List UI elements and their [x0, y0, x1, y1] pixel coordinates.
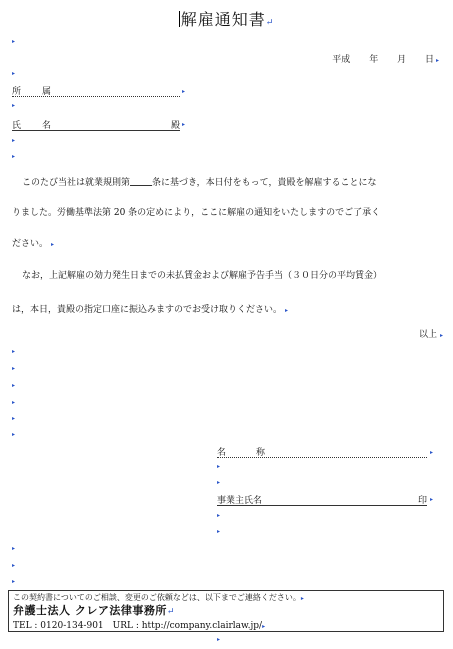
date-line[interactable]: [332, 52, 439, 65]
body-text: りました。労働基準法第 20 条の定めにより，ここに解雇の通知をいたしますのでご了承く: [12, 208, 381, 218]
title-text[interactable]: 解雇通知書: [180, 10, 266, 29]
date-month: 月: [397, 55, 407, 65]
footer-firm-name: [13, 602, 175, 618]
article-number-blank[interactable]: [130, 176, 152, 186]
closing-label: 以上: [418, 330, 437, 340]
body-paragraph-2-line-1[interactable]: [22, 272, 382, 281]
paragraph-mark-icon: ↵: [265, 18, 275, 28]
paragraph-mark-icon: ▸: [12, 102, 16, 109]
employer-name-label: 事業主氏名: [217, 496, 263, 506]
recipient-name-field[interactable]: [12, 118, 180, 131]
paragraph-mark-icon: ▸: [217, 528, 221, 535]
paragraph-mark-icon: ▸: [430, 449, 434, 456]
body-text: は，本日，貴殿の指定口座に振込みますのでお受け取りください。: [12, 305, 283, 315]
paragraph-mark-icon: ▸: [12, 348, 16, 355]
document-title: [0, 7, 453, 30]
paragraph-mark-icon: ▸: [12, 545, 16, 552]
paragraph-mark-icon: ▸: [262, 623, 266, 630]
department-label: 所 属: [12, 87, 58, 97]
paragraph-mark-icon: ▸: [12, 578, 16, 585]
contact-text: TEL : 0120-134-901 URL : http://company.clairlaw.jp/: [13, 621, 263, 631]
paragraph-mark-icon: ▸: [12, 431, 16, 438]
paragraph-mark-icon: ▸: [12, 399, 16, 406]
body-paragraph-1-line-2[interactable]: [12, 209, 380, 218]
body-paragraph-1-line-3[interactable]: [12, 240, 54, 249]
date-era: 平成: [332, 55, 351, 65]
paragraph-mark-icon: ▸: [12, 382, 16, 389]
paragraph-mark-icon: ▸: [51, 241, 55, 248]
paragraph-mark-icon: ▸: [300, 595, 304, 602]
date-year: 年: [369, 55, 379, 65]
date-day: 日: [424, 55, 434, 65]
paragraph-mark-icon: ▸: [217, 463, 221, 470]
paragraph-mark-icon: ▸: [12, 365, 16, 372]
footer-note-text: この契約書についてのご相談、変更のご依頼などは、以下までご連絡ください。: [13, 593, 301, 602]
paragraph-mark-icon: ↵: [166, 607, 175, 617]
paragraph-mark-icon: ▸: [12, 38, 16, 45]
paragraph-mark-icon: ▸: [182, 88, 186, 95]
paragraph-mark-icon: ▸: [435, 57, 439, 64]
text-cursor: [179, 11, 180, 27]
body-text: 条に基づき，本日付をもって，貴殿を解雇することにな: [152, 178, 377, 188]
company-name-label: 名称: [217, 448, 296, 458]
paragraph-mark-icon: ▸: [285, 307, 289, 314]
body-paragraph-2-line-2[interactable]: [12, 306, 288, 315]
body-text: ださい。: [12, 239, 49, 249]
honorific-text: 殿: [170, 121, 180, 131]
paragraph-mark-icon: ▸: [217, 479, 221, 486]
paragraph-mark-icon: ▸: [12, 415, 16, 422]
employer-name-field[interactable]: [217, 493, 427, 506]
paragraph-mark-icon: ▸: [217, 636, 221, 643]
closing-text[interactable]: [419, 331, 443, 340]
contact-footer-box[interactable]: [8, 590, 444, 632]
footer-contact: [13, 618, 265, 631]
name-label: 氏 名: [12, 121, 58, 131]
paragraph-mark-icon: ▸: [439, 332, 443, 339]
body-text: なお，上記解雇の効力発生日までの未払賃金および解雇予告手当（３０日分の平均賃金）: [22, 271, 383, 281]
seal-mark: 印: [417, 496, 427, 506]
company-name-field[interactable]: [217, 445, 427, 458]
recipient-department-field[interactable]: [12, 84, 180, 97]
body-text: このたび当社は就業規則第: [22, 178, 131, 188]
paragraph-mark-icon: ▸: [12, 562, 16, 569]
paragraph-mark-icon: ▸: [217, 512, 221, 519]
paragraph-mark-icon: ▸: [182, 121, 186, 128]
paragraph-mark-icon: ▸: [430, 496, 434, 503]
firm-name-text: 弁護士法人 クレア法律事務所: [13, 604, 167, 617]
paragraph-mark-icon: ▸: [12, 70, 16, 77]
paragraph-mark-icon: ▸: [12, 137, 16, 144]
paragraph-mark-icon: ▸: [12, 153, 16, 160]
body-paragraph-1-line-1[interactable]: [22, 176, 376, 188]
